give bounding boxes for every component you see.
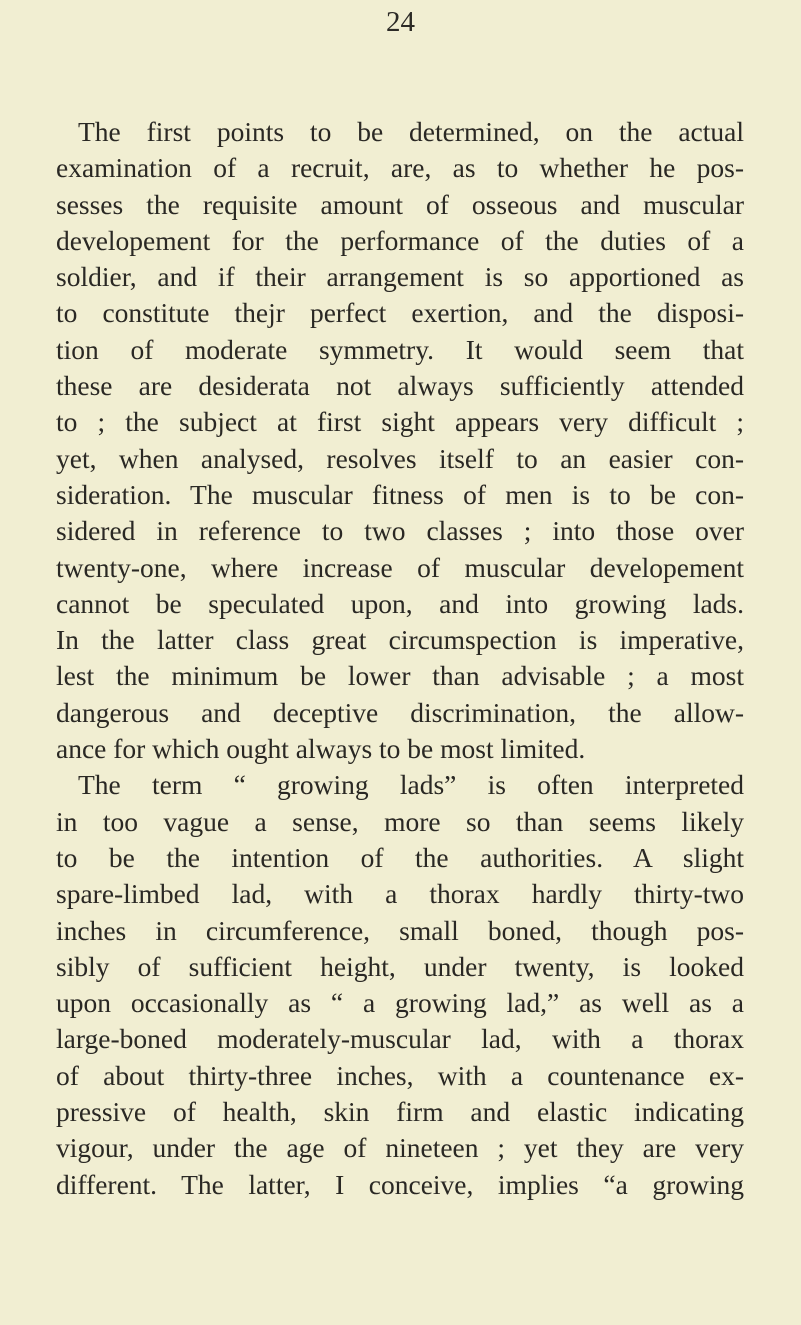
text-line: sideration. The muscular fitness of men is to be con-: [56, 478, 744, 510]
text-line: vigour, under the age of nineteen ; yet they are very: [56, 1132, 744, 1164]
body-text: [56, 114, 744, 1203]
text-line: yet, when analysed, resolves itself to an easier con-: [56, 442, 744, 474]
text-line: pressive of health, skin firm and elastic indicating: [56, 1096, 744, 1128]
text-line: examination of a recruit, are, as to whether he pos-: [56, 152, 744, 184]
text-line: spare-limbed lad, with a thorax hardly thirty-two: [56, 878, 744, 910]
text-line: dangerous and deceptive discrimination, the allow-: [56, 696, 744, 728]
text-line: inches in circumference, small boned, though pos-: [56, 914, 744, 946]
text-line: In the latter class great circumspection is imperative,: [56, 624, 744, 656]
text-line: different. The latter, I conceive, implies “a growing: [56, 1168, 744, 1200]
text-line: in too vague a sense, more so than seems likely: [56, 805, 744, 837]
page-number: 24: [386, 6, 415, 38]
text-line: cannot be speculated upon, and into growing lads.: [56, 587, 744, 619]
text-line: developement for the performance of the duties of a: [56, 224, 744, 256]
text-line: these are desiderata not always sufficiently attended: [56, 370, 744, 402]
text-line: ance for which ought always to be most limited.: [56, 733, 586, 765]
text-line: The term “ growing lads” is often interpreted: [78, 769, 744, 801]
text-line: lest the minimum be lower than advisable ; a most: [56, 660, 744, 692]
text-line: tion of moderate symmetry. It would seem that: [56, 333, 744, 365]
text-line: to be the intention of the authorities. A slight: [56, 841, 744, 873]
text-line: sesses the requisite amount of osseous and muscular: [56, 188, 744, 220]
text-line: twenty-one, where increase of muscular developement: [56, 551, 744, 583]
text-line: upon occasionally as “ a growing lad,” as well as a: [56, 987, 744, 1019]
text-line: soldier, and if their arrangement is so apportioned as: [56, 261, 744, 293]
text-line: The first points to be determined, on the actual: [78, 116, 744, 147]
text-line: large-boned moderately-muscular lad, with a thorax: [56, 1023, 744, 1055]
text-line: to ; the subject at first sight appears very difficult ;: [56, 406, 744, 438]
text-line: of about thirty-three inches, with a countenance ex-: [56, 1059, 744, 1091]
text-line: sibly of sufficient height, under twenty, is looked: [56, 950, 744, 982]
text-line: sidered in reference to two classes ; into those over: [56, 515, 744, 547]
text-line: to constitute thejr perfect exertion, and the disposi-: [56, 297, 744, 329]
